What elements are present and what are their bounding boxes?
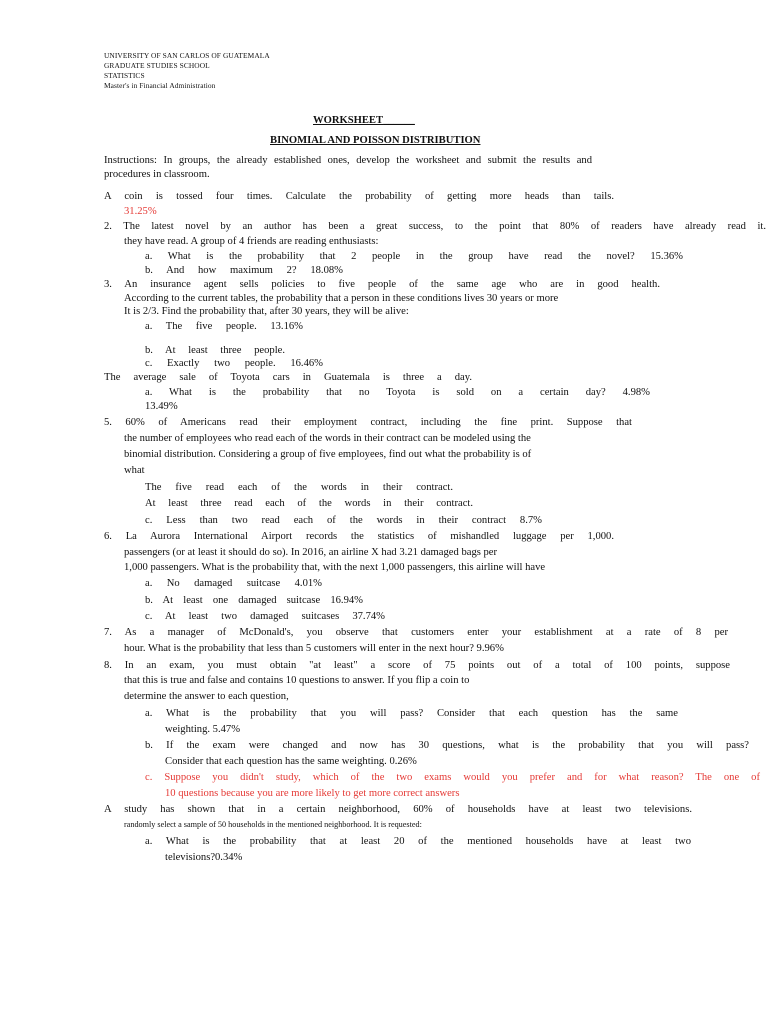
question-6b: b. At least one damaged suitcase 16.94% bbox=[145, 595, 363, 606]
question-7-line-2: hour. What is the probability that less than 5 customers will enter in the next hour? 9.96% bbox=[124, 643, 504, 654]
question-1-answer: 31.25% bbox=[124, 206, 157, 217]
question-5a: The five read each of the words in their contract. bbox=[145, 482, 453, 493]
question-6: 6. La Aurora International Airport records the statistics of mishandled luggage per 1,000. bbox=[104, 531, 614, 542]
question-8b: b. If the exam were changed and now has 30 questions, what is the probability that you will pass? bbox=[145, 740, 749, 751]
question-6-line-2: passengers (or at least it should do so). In 2016, an airline X had 3.21 damaged bags per bbox=[124, 547, 498, 558]
question-2-line-2: they have read. A group of 4 friends are reading enthusiasts: bbox=[124, 236, 379, 247]
question-6a: a. No damaged suitcase 4.01% bbox=[145, 578, 322, 589]
instructions-line-2: procedures in classroom. bbox=[104, 169, 210, 180]
question-7: 7. As a manager of McDonald's, you observe that customers enter your establishment at a rate of 8 per bbox=[104, 627, 728, 638]
instructions-line-1: Instructions: In groups, the already established ones, develop the worksheet and submit the results and bbox=[104, 155, 592, 166]
worksheet-subtitle: BINOMIAL AND POISSON DISTRIBUTION bbox=[270, 135, 481, 146]
question-4: The average sale of Toyota cars in Guatemala is three a day. bbox=[104, 372, 472, 383]
worksheet-title-text: WORKSHEET bbox=[313, 115, 384, 126]
question-3b: b. At least three people. bbox=[145, 345, 285, 356]
question-5-line-3: binomial distribution. Considering a group of five employees, find out what the probability is of bbox=[124, 449, 532, 460]
question-3-line-3: It is 2/3. Find the probability that, after 30 years, they will be alive: bbox=[124, 306, 409, 317]
question-3: 3. An insurance agent sells policies to five people of the same age who are in good health. bbox=[104, 279, 660, 290]
question-3-line-2: According to the current tables, the probability that a person in these conditions lives 30 years or more bbox=[124, 293, 559, 304]
header-university: UNIVERSITY OF SAN CARLOS OF GUATEMALA bbox=[104, 51, 270, 60]
header-program: Master's in Financial Administration bbox=[104, 81, 216, 90]
question-2b: b. And how maximum 2? 18.08% bbox=[145, 265, 343, 276]
question-8c-answer: 10 questions because you are more likely to get more correct answers bbox=[165, 788, 460, 799]
question-2: 2. The latest novel by an author has been a great success, to the point that 80% of readers have already read it. bbox=[104, 221, 766, 232]
question-1: A coin is tossed four times. Calculate the probability of getting more heads than tails. bbox=[104, 191, 614, 202]
worksheet-title bbox=[313, 114, 415, 127]
question-6c: c. At least two damaged suitcases 37.74% bbox=[145, 611, 385, 622]
question-6-line-3: 1,000 passengers. What is the probability that, with the next 1,000 passengers, this airline will have bbox=[124, 562, 546, 573]
question-4a: a. What is the probability that no Toyota is sold on a certain day? 4.98% bbox=[145, 387, 650, 398]
header-school: GRADUATE STUDIES SCHOOL bbox=[104, 61, 210, 70]
question-5: 5. 60% of Americans read their employment contract, including the fine print. Suppose that bbox=[104, 417, 632, 428]
header-department: STATISTICS bbox=[104, 71, 145, 80]
question-8-line-3: determine the answer to each question, bbox=[124, 691, 289, 702]
question-9a: a. What is the probability that at least 20 of the mentioned households have at least two bbox=[145, 836, 691, 847]
question-5c: c. Less than two read each of the words in their contract 8.7% bbox=[145, 515, 542, 526]
question-9: A study has shown that in a certain neighborhood, 60% of households have at least two televisions. bbox=[104, 804, 692, 815]
question-3c: c. Exactly two people. 16.46% bbox=[145, 358, 323, 369]
question-8c: c. Suppose you didn't study, which of the two exams would you prefer and for what reason? The one of bbox=[145, 772, 760, 783]
question-5-line-4: what bbox=[124, 465, 145, 476]
question-8-line-2: that this is true and false and contains 10 questions to answer. If you flip a coin to bbox=[124, 675, 470, 686]
question-8a-answer: weighting. 5.47% bbox=[165, 724, 241, 735]
worksheet-title-underline: ______ bbox=[383, 115, 415, 126]
question-9a-answer: televisions?0.34% bbox=[165, 852, 243, 863]
question-5-line-2: the number of employees who read each of the words in their contract can be modeled using the bbox=[124, 433, 531, 444]
question-4a-answer: 13.49% bbox=[145, 401, 178, 412]
question-8: 8. In an exam, you must obtain "at least" a score of 75 points out of a total of 100 points, suppose bbox=[104, 660, 730, 671]
question-2a: a. What is the probability that 2 people in the group have read the novel? 15.36% bbox=[145, 251, 683, 262]
question-8a: a. What is the probability that you will pass? Consider that each question has the same bbox=[145, 708, 678, 719]
question-9-line-2: randomly select a sample of 50 households in the mentioned neighborhood. It is requested: bbox=[124, 820, 422, 829]
question-5b: At least three read each of the words in their contract. bbox=[145, 498, 473, 509]
question-3a: a. The five people. 13.16% bbox=[145, 321, 303, 332]
question-8b-answer: Consider that each question has the same weighting. 0.26% bbox=[165, 756, 417, 767]
